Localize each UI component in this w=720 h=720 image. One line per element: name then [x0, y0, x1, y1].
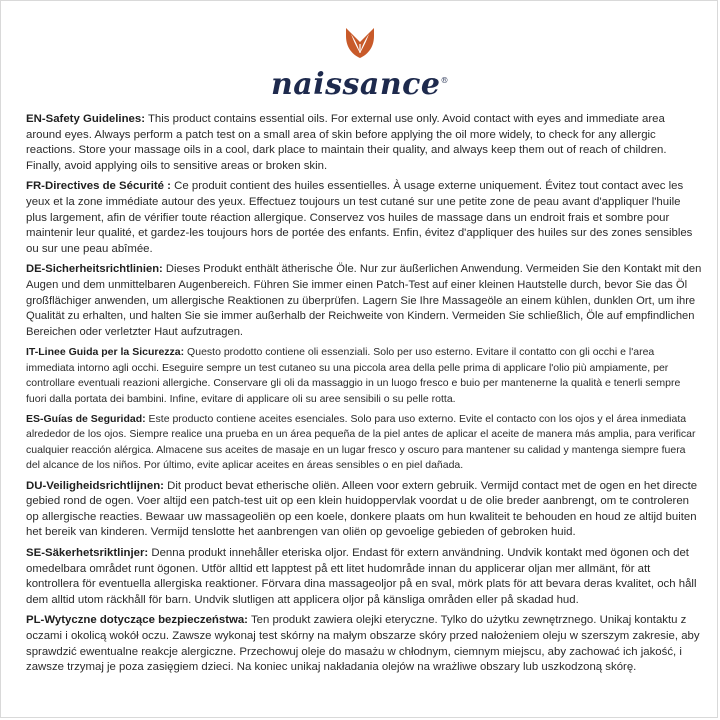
- section-label: ES-Guías de Seguridad:: [26, 412, 146, 425]
- section-text: Dit product bevat etherische oliën. Alleen voor extern gebruik. Vermijd contact met de ogen en het directe gebied rond de ogen. Voer altijd een patch-test uit op een klein huidoppervlak voordat u de olie breder aanbrengt, om te controleren op allergische reacties. Bewaar uw massageoliën op een koele, donkere plaats om hun kwaliteit te behouden en houd ze altijd buiten het bereik van kinderen. Vermijd tenslotte het aanbrengen van oliën op gevoelige gebieden of gebroken huid.: [26, 479, 698, 539]
- section-text: This product contains essential oils. For external use only. Avoid contact with eyes and immediate area around eyes. Always perform a patch test on a small area of skin before applying the oil more widely, to check for any allergic reactions. Store your massage oils in a cool, dark place to maintain their quality, and always keep them out of reach of children. Finally, avoid applying oils to sensitive areas or broken skin.: [26, 113, 667, 172]
- section-label: SE-Säkerhetsriktlinjer:: [26, 546, 149, 559]
- section-label: PL-Wytyczne dotyczące bezpieczeństwa:: [26, 614, 248, 627]
- section-label: IT-Linee Guida per la Sicurezza:: [26, 346, 185, 359]
- brand-header: [0, 22, 720, 100]
- section-text: Dieses Produkt enthält ätherische Öle. Nur zur äußerlichen Anwendung. Vermeiden Sie den Kontakt mit den Augen und dem unmittelbaren Augenbereich. Führen Sie immer einen Patch-Test auf einer kleinen Hautstelle durch, bevor Sie das Öl großflächiger anwenden, um allergische Reaktionen zu überprüfen. Lagern Sie Ihre Massageöle an einem kühlen, dunklen Ort, um ihre Qualität zu erhalten, und halten Sie sie immer außerhalb der Reichweite von Kindern. Vermeiden Sie schließlich, Öle auf empfindlichen Bereichen oder verletzter Haut aufzutragen.: [26, 263, 702, 338]
- section-text: Ten produkt zawiera olejki eteryczne. Tylko do użytku zewnętrznego. Unikaj kontaktu z oczami i okolicą wokół oczu. Zawsze wykonaj test skórny na małym obszarze skóry przed nałożeniem oleju w szerszym zakresie, aby sprawdzić ewentualne reakcje alergiczne. Przechowuj oleje do masażu w chłodnym, ciemnym miejscu, aby zachować ich jakość, i zawsze trzymaj je poza zasięgiem dzieci. Na koniec unikaj nakładania olejów na wrażliwe obszary lub uszkodzoną skórę.: [26, 614, 700, 674]
- section-text: Ce produit contient des huiles essentielles. À usage externe uniquement. Évitez tout contact avec les yeux et la zone immédiate autour des yeux. Effectuez toujours un test cutané sur une petite zone de peau avant d'appliquer l'huile plus largement, afin de vérifier toute réaction allergique. Conservez vos huiles de massage dans un endroit frais et sombre pour maintenir leur qualité, et gardez-les toujours hors de portée des enfants. Enfin, évitez d'appliquer des huiles sur des zones sensibles ou sur une peau abîmée.: [26, 180, 693, 255]
- section-text: Este producto contiene aceites esenciales. Solo para uso externo. Evite el contacto con los ojos y el área inmediata alrededor de los ojos. Siempre realice una prueba en un área pequeña de la piel antes de aplicar el aceite de manera más amplia, para verificar cualquier reacción alérgica. Almacene sus aceites de masaje en un lugar fresco y oscuro para mantener su calidad y mantenga siempre fuera del alcance de los niños. Por último, evite aplicar aceites en áreas sensibles o en piel dañada.: [26, 412, 696, 472]
- section-label: FR-Directives de Sécurité :: [26, 180, 171, 193]
- section-es: [26, 412, 702, 474]
- safety-guidelines: [26, 112, 702, 681]
- section-text: Denna produkt innehåller eteriska oljor. Endast för extern användning. Undvik kontakt med ögonen och det omedelbara området runt ögonen. Utför alltid ett lapptest på ett litet hudområde innan du applicerar oljan mer allmänt, för att kontrollera för eventuella allergiska reaktioner. Förvara dina massageoljor på en sval, mörk plats för att bevara deras kvalitet, och håll dem alltid utom räckhåll för barn. Undvik slutligen att applicera oljor på känsliga områden eller på skadad hud.: [26, 546, 697, 606]
- section-label: DE-Sicherheitsrichtlinien:: [26, 263, 163, 276]
- brand-name: naissance: [270, 67, 441, 102]
- brand-wordmark: [271, 64, 449, 102]
- section-text: Questo prodotto contiene oli essenziali. Solo per uso esterno. Evitare il contatto con gli occhi e l'area immediata intorno agli occhi. Eseguire sempre un test cutaneo su una piccola area della pelle prima di applicare l'olio più ampiamente, per controllare eventuali reazioni allergiche. Conservare gli oli da massaggio in un luogo fresco e buio per mantenerne la qualità e tenerli sempre fuori dalla portata dei bambini. Infine, evitare di applicare oli su aree sensibili o su pelle rotta.: [26, 346, 681, 405]
- section-label: DU-Veiligheidsrichtlijnen:: [26, 479, 164, 492]
- section-en: [26, 112, 702, 174]
- section-se: [26, 546, 702, 608]
- section-pl: [26, 613, 702, 675]
- section-fr: [26, 179, 702, 257]
- section-du: [26, 479, 702, 541]
- section-de: [26, 262, 702, 340]
- registered-mark: ®: [440, 76, 450, 85]
- section-it: [26, 345, 702, 407]
- section-label: EN-Safety Guidelines:: [26, 113, 145, 125]
- leaf-logo-icon: [340, 22, 380, 62]
